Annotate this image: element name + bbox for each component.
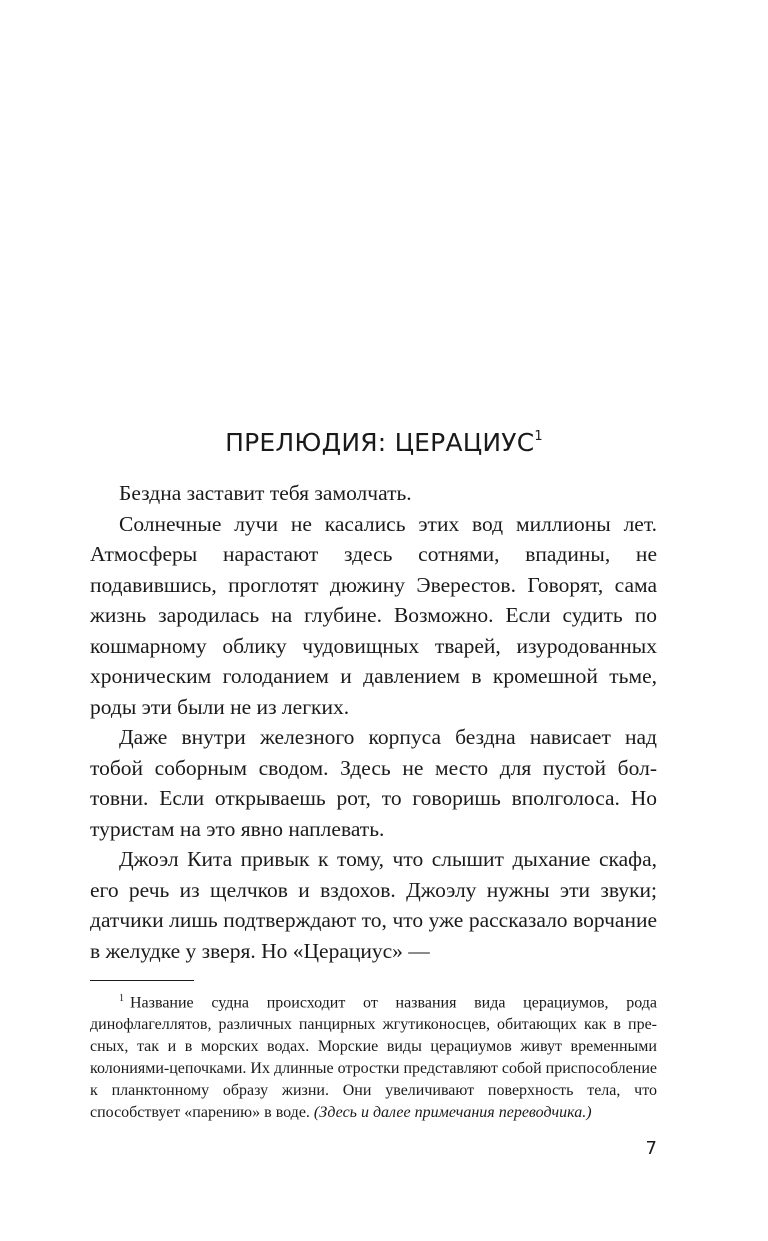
footnote-divider bbox=[90, 980, 194, 981]
paragraph: Солнечные лучи не касались этих вод миллионы лет. Атмосферы нарастают здесь сотнями, впадины, не подавившись, проглотят дюжину Эверестов. Говорят, сама жизнь зародилась на глубине. Возможно. Если судить по кошмарному облику чудовищных тварей, изуродованных хроническим голоданием и давлением в кромешной тьме, роды эти были не из легких. bbox=[90, 511, 657, 719]
footnote-translator-note: (Здесь и далее примечания переводчика.) bbox=[313, 1104, 592, 1122]
page-number: 7 bbox=[645, 1138, 657, 1159]
paragraph: Даже внутри железного корпуса бездна нависает над тобой соборным сводом. Здесь не место для пустой болтовни. Если открываешь рот, то говоришь вполголоса. Но туристам на это явно наплевать. bbox=[90, 725, 657, 841]
footnote-reference: 1 bbox=[534, 428, 543, 444]
footnote-text: Название судна происходит от названия вида церациумов, рода динофлагеллятов, различных панцирных жгутиконосцев, обитающих как в пресных, так и в морских водах. Морские виды церациумов живут временными колониями-цепочками. Их длинные отростки представляют собой приспособление к планктонному образу жизни. Они увеличивают поверхность тела, что способствует «парению» в воде. bbox=[90, 994, 657, 1122]
chapter-title bbox=[0, 428, 768, 457]
paragraph: Джоэл Кита привык к тому, что слышит дыхание скафа, его речь из щелчков и вздохов. Джоэлу нужны эти звуки; датчики лишь подтверждают то, что уже рассказало ворчание в желудке у зверя. Но «Церациус» — bbox=[90, 847, 657, 963]
body-text bbox=[90, 478, 657, 966]
paragraph: Бездна заставит тебя замолчать. bbox=[119, 481, 412, 505]
footnote-marker: 1 bbox=[119, 993, 124, 1004]
chapter-title-text: ПРЕЛЮДИЯ: ЦЕРАЦИУС bbox=[225, 428, 535, 457]
footnote bbox=[90, 988, 657, 1124]
